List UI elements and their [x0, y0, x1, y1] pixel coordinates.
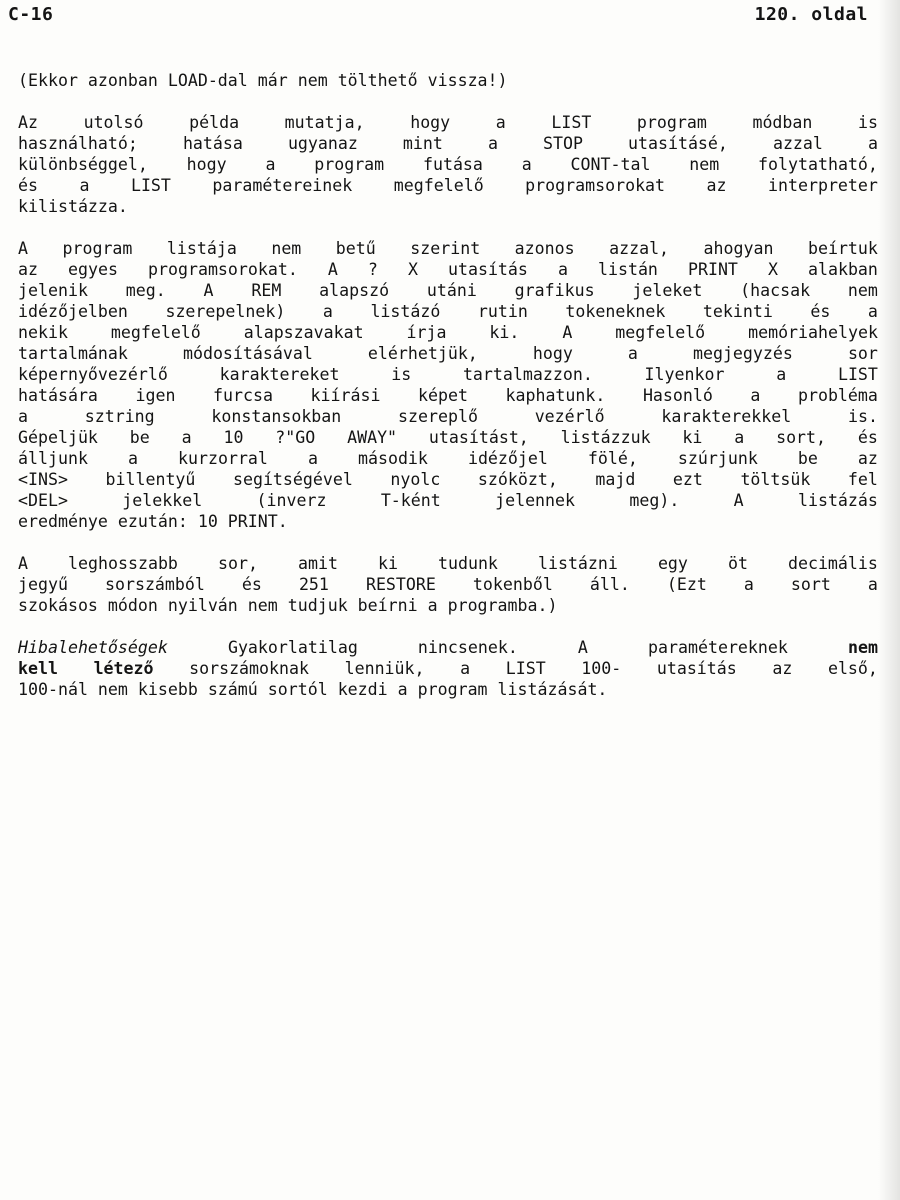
- word: leghosszabb: [68, 554, 178, 573]
- word: mint: [402, 134, 443, 153]
- paragraph: [18, 112, 878, 217]
- word: Az: [18, 113, 38, 132]
- word: listázás: [797, 491, 878, 510]
- text-line: [18, 154, 878, 175]
- word: a: [521, 155, 532, 174]
- word: a: [867, 302, 878, 321]
- text-line: [18, 385, 878, 406]
- word: hatása: [182, 134, 243, 153]
- word: A: [18, 554, 28, 573]
- text-line: [18, 322, 878, 343]
- word: ?: [367, 260, 378, 279]
- word: fel: [847, 470, 878, 489]
- word: hogy: [186, 155, 227, 174]
- text-segment: kilistázza.: [18, 197, 128, 216]
- word: a: [867, 575, 878, 594]
- word: a: [181, 428, 192, 447]
- word: igen: [135, 386, 176, 405]
- word: listája: [166, 239, 237, 258]
- paragraph: [18, 553, 878, 616]
- body-text: [18, 70, 878, 721]
- page-number: 120. oldal: [754, 4, 868, 25]
- word: a: [495, 113, 506, 132]
- word: ki: [682, 428, 703, 447]
- word: (hacsak: [740, 281, 811, 300]
- word: programsorokat.: [148, 260, 298, 279]
- word: utasítást,: [428, 428, 529, 447]
- word: tokenből: [472, 575, 553, 594]
- word: az: [18, 260, 38, 279]
- word: betű: [335, 239, 376, 258]
- word: tekinti: [702, 302, 773, 321]
- word: a: [18, 407, 28, 426]
- word: sorszámból: [104, 575, 205, 594]
- word: A: [18, 239, 28, 258]
- word: alapszavakat: [243, 323, 364, 342]
- word: is.: [847, 407, 878, 426]
- word: nem: [271, 239, 302, 258]
- word: jeleket: [632, 281, 703, 300]
- word: első,: [827, 659, 878, 678]
- word: létező: [93, 659, 154, 678]
- word: vezérlő: [534, 407, 605, 426]
- word: ugyanaz: [287, 134, 358, 153]
- word: LIST: [837, 365, 878, 384]
- word: a: [557, 260, 568, 279]
- word: is: [391, 365, 412, 384]
- text-segment: 100-nál nem kisebb számú sortól kezdi a program listázását.: [18, 680, 608, 699]
- word: az: [857, 449, 878, 468]
- word: hogy: [532, 344, 573, 363]
- word: és: [810, 302, 831, 321]
- text-line: [18, 259, 878, 280]
- word: jelenik: [18, 281, 88, 300]
- word: kaphatunk.: [505, 386, 606, 405]
- word: a: [487, 134, 498, 153]
- word: A: [327, 260, 338, 279]
- text-line: [18, 343, 878, 364]
- word: LIST: [551, 113, 592, 132]
- word: X: [407, 260, 418, 279]
- word: nekik: [18, 323, 68, 342]
- text-line: [18, 595, 878, 616]
- word: billentyű: [105, 470, 196, 489]
- word: probléma: [797, 386, 878, 405]
- paragraph: [18, 637, 878, 700]
- word: azzal: [772, 134, 823, 153]
- word: listázni: [537, 554, 618, 573]
- word: paramétereinek: [212, 176, 353, 195]
- word: jegyű: [18, 575, 68, 594]
- text-segment: (Ekkor azonban LOAD-dal már nem tölthető vissza!): [18, 71, 508, 90]
- word: utasítás: [656, 659, 737, 678]
- word: programsorokat: [525, 176, 666, 195]
- word: majd: [595, 470, 636, 489]
- word: furcsa: [213, 386, 273, 405]
- word: képernyővezérlő: [18, 365, 168, 384]
- word: a: [460, 659, 471, 678]
- word: sort: [790, 575, 831, 594]
- word: A: [577, 638, 588, 657]
- word: ezt: [672, 470, 703, 489]
- word: megfelelő: [110, 323, 201, 342]
- word: <DEL>: [18, 491, 68, 510]
- word: <INS>: [18, 470, 68, 489]
- paragraph: [18, 238, 878, 532]
- word: program: [314, 155, 385, 174]
- word: ki: [377, 554, 398, 573]
- word: hatására: [18, 386, 98, 405]
- word: PRINT: [687, 260, 738, 279]
- word: kurzorral: [178, 449, 268, 468]
- text-line: [18, 406, 878, 427]
- word: rutin: [477, 302, 528, 321]
- word: áll.: [589, 575, 630, 594]
- word: paramétereknek: [648, 638, 788, 657]
- word: meg.: [125, 281, 166, 300]
- word: Ilyenkor: [644, 365, 725, 384]
- word: az: [706, 176, 727, 195]
- word: is: [858, 113, 878, 132]
- word: Hibalehetőségek: [18, 638, 168, 657]
- word: tartalmának: [18, 344, 128, 363]
- word: a: [627, 344, 638, 363]
- text-line: [18, 469, 878, 490]
- word: sztring: [84, 407, 155, 426]
- word: LIST: [505, 659, 546, 678]
- word: képet: [417, 386, 468, 405]
- word: utasításé,: [628, 134, 728, 153]
- word: RESTORE: [365, 575, 436, 594]
- text-line: [18, 574, 878, 595]
- word: utáni: [426, 281, 477, 300]
- word: a: [322, 302, 333, 321]
- word: amit: [297, 554, 338, 573]
- word: program: [636, 113, 707, 132]
- text-segment: szokásos módon nyilván nem tudjuk beírni a programba.): [18, 596, 558, 615]
- word: be: [797, 449, 818, 468]
- word: CONT-tal: [570, 155, 651, 174]
- word: mutatja,: [284, 113, 365, 132]
- word: A: [562, 323, 573, 342]
- text-line: [18, 364, 878, 385]
- word: a: [265, 155, 276, 174]
- text-line: [18, 490, 878, 511]
- word: megjegyzés: [692, 344, 793, 363]
- text-line: [18, 70, 878, 91]
- word: utolsó: [83, 113, 144, 132]
- chapter-label: C-16: [8, 4, 54, 25]
- word: AWAY": [347, 428, 398, 447]
- word: szerepelnek): [165, 302, 286, 321]
- text-line: [18, 427, 878, 448]
- word: LIST: [130, 176, 171, 195]
- word: grafikus: [514, 281, 595, 300]
- text-line: [18, 112, 878, 133]
- word: nem: [689, 155, 720, 174]
- word: módosításával: [182, 344, 313, 363]
- text-line: [18, 553, 878, 574]
- word: használható;: [18, 134, 138, 153]
- word: idézőjelben: [18, 302, 128, 321]
- word: nem: [847, 281, 878, 300]
- word: utasítás: [447, 260, 528, 279]
- word: az: [772, 659, 793, 678]
- word: a: [776, 365, 787, 384]
- word: Hasonló: [642, 386, 713, 405]
- word: futása: [422, 155, 483, 174]
- word: 100-: [581, 659, 622, 678]
- word: megfelelő: [615, 323, 706, 342]
- word: öt: [727, 554, 748, 573]
- word: sor: [847, 344, 878, 363]
- word: tokeneknek: [565, 302, 666, 321]
- word: A: [733, 491, 744, 510]
- word: T-ként: [380, 491, 441, 510]
- word: Gyakorlatilag: [227, 638, 358, 657]
- word: a: [734, 428, 745, 447]
- word: STOP: [542, 134, 583, 153]
- word: segítségével: [232, 470, 353, 489]
- word: (inverz: [256, 491, 327, 510]
- text-line: [18, 196, 878, 217]
- word: decimális: [787, 554, 878, 573]
- word: a: [307, 449, 318, 468]
- word: tartalmazzon.: [462, 365, 593, 384]
- text-segment: eredménye ezután: 10 PRINT.: [18, 512, 288, 531]
- word: írja: [406, 323, 447, 342]
- word: tudunk: [437, 554, 498, 573]
- word: program: [62, 239, 133, 258]
- word: memóriahelyek: [748, 323, 878, 342]
- word: szereplő: [398, 407, 478, 426]
- word: második: [357, 449, 428, 468]
- word: be: [129, 428, 150, 447]
- word: X: [767, 260, 778, 279]
- word: és: [241, 575, 262, 594]
- word: azonos: [514, 239, 575, 258]
- word: 251: [298, 575, 329, 594]
- text-line: [18, 658, 878, 679]
- word: ahogyan: [703, 239, 774, 258]
- word: egyes: [68, 260, 118, 279]
- word: szóközt,: [477, 470, 558, 489]
- page-edge-shadow: [878, 0, 900, 1200]
- text-line: [18, 301, 878, 322]
- word: ?"GO: [275, 428, 316, 447]
- word: elérhetjük,: [367, 344, 478, 363]
- word: és: [857, 428, 878, 447]
- word: és: [18, 176, 38, 195]
- word: azzal,: [609, 239, 670, 258]
- word: a: [79, 176, 90, 195]
- word: példa: [189, 113, 240, 132]
- word: Gépeljük: [18, 428, 98, 447]
- text-line: [18, 637, 878, 658]
- word: a: [750, 386, 761, 405]
- word: hogy: [410, 113, 451, 132]
- word: alakban: [807, 260, 878, 279]
- word: lenniük,: [344, 659, 425, 678]
- word: nyolc: [390, 470, 441, 489]
- word: alapszó: [319, 281, 390, 300]
- word: kell: [18, 659, 58, 678]
- word: módban: [752, 113, 813, 132]
- text-line: [18, 133, 878, 154]
- word: töltsük: [740, 470, 811, 489]
- word: folytatható,: [758, 155, 878, 174]
- text-line: [18, 175, 878, 196]
- word: ki.: [489, 323, 520, 342]
- word: 10: [223, 428, 244, 447]
- word: egy: [657, 554, 688, 573]
- word: a: [867, 134, 878, 153]
- word: álljunk: [18, 449, 88, 468]
- word: kiírási: [310, 386, 381, 405]
- text-line: [18, 511, 878, 532]
- text-line: [18, 280, 878, 301]
- word: sorszámoknak: [189, 659, 309, 678]
- word: listázzuk: [560, 428, 651, 447]
- word: listázó: [370, 302, 441, 321]
- text-line: [18, 679, 878, 700]
- word: karaktereket: [219, 365, 340, 384]
- word: meg).: [629, 491, 680, 510]
- word: listán: [597, 260, 658, 279]
- word: fölé,: [587, 449, 638, 468]
- word: jelekkel: [122, 491, 203, 510]
- text-line: [18, 238, 878, 259]
- word: interpreter: [768, 176, 878, 195]
- word: megfelelő: [393, 176, 484, 195]
- word: sort,: [776, 428, 827, 447]
- word: szúrjunk: [677, 449, 758, 468]
- word: nincsenek.: [417, 638, 518, 657]
- word: különbséggel,: [18, 155, 148, 174]
- word: REM: [251, 281, 282, 300]
- word: konstansokban: [211, 407, 342, 426]
- word: A: [203, 281, 214, 300]
- word: jelennek: [495, 491, 576, 510]
- paragraph: [18, 70, 878, 91]
- word: (Ezt: [666, 575, 707, 594]
- word: sor,: [217, 554, 258, 573]
- word: nem: [847, 638, 878, 657]
- word: szerint: [410, 239, 481, 258]
- word: a: [127, 449, 138, 468]
- word: beírtuk: [807, 239, 878, 258]
- word: idézőjel: [467, 449, 548, 468]
- word: a: [743, 575, 754, 594]
- word: karakterekkel: [661, 407, 792, 426]
- text-line: [18, 448, 878, 469]
